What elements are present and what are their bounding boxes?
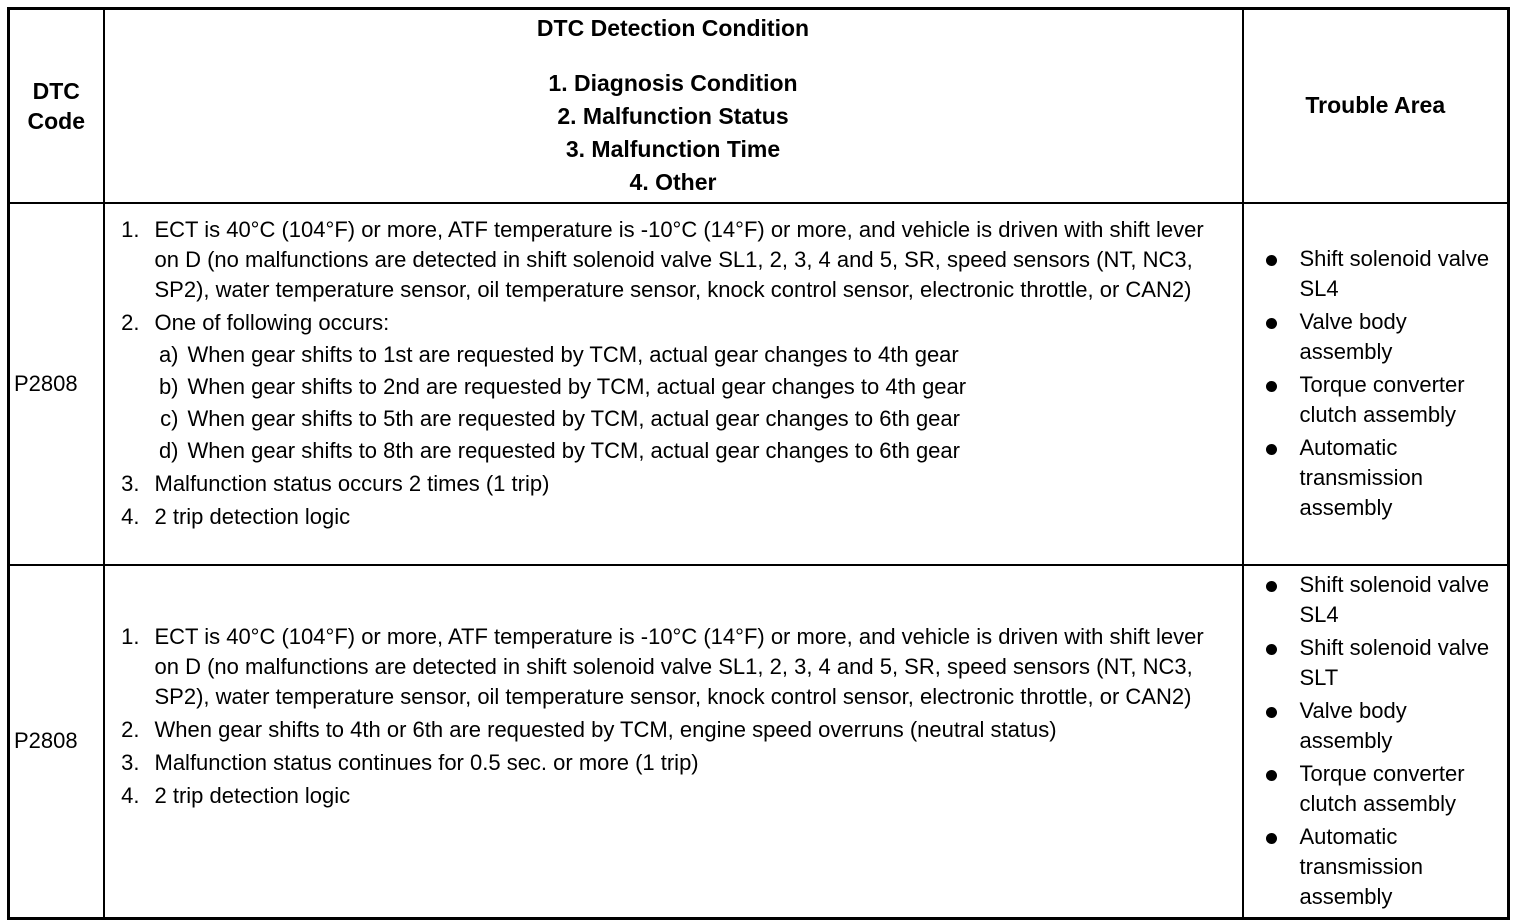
condition-subitem-text: When gear shifts to 5th are requested by TCM, actual gear changes to 6th gear bbox=[187, 405, 960, 431]
condition-item bbox=[105, 781, 1242, 811]
table-row bbox=[9, 203, 1509, 565]
header-trouble-area: Trouble Area bbox=[1243, 9, 1509, 203]
condition-item-number: 2. bbox=[121, 716, 140, 742]
trouble-area-item bbox=[1266, 433, 1508, 523]
header-condition-item: 2. Malfunction Status bbox=[557, 103, 789, 130]
condition-item-number: 4. bbox=[121, 503, 140, 529]
trouble-area-item bbox=[1266, 822, 1508, 912]
condition-item-text: 2 trip detection logic bbox=[154, 503, 351, 529]
condition-item-number: 3. bbox=[121, 470, 140, 496]
bullet-icon bbox=[1266, 581, 1277, 592]
condition-item-text: ECT is 40°C (104°F) or more, ATF temperature is -10°C (14°F) or more, and vehicle is driven with shift lever on D (no malfunctions are detected in shift solenoid valve SL1, 2, 3, 4 and 5, SR, speed sensors (NT, NC3, SP2), water temperature sensor, oil temperature sensor, knock control sensor, electronic throttle, or CAN2) bbox=[154, 623, 1204, 709]
condition-item bbox=[105, 748, 1242, 778]
trouble-area-text: Shift solenoid valve SL4 bbox=[1299, 246, 1490, 301]
header-dtc-code bbox=[9, 9, 104, 203]
condition-item-text: ECT is 40°C (104°F) or more, ATF temperature is -10°C (14°F) or more, and vehicle is driven with shift lever on D (no malfunctions are detected in shift solenoid valve SL1, 2, 3, 4 and 5, SR, speed sensors (NT, NC3, SP2), water temperature sensor, oil temperature sensor, knock control sensor, electronic throttle, or CAN2) bbox=[154, 216, 1204, 302]
condition-item-text: Malfunction status continues for 0.5 sec. or more (1 trip) bbox=[154, 749, 699, 775]
condition-item-number: 2. bbox=[121, 309, 140, 335]
bullet-icon bbox=[1266, 770, 1277, 781]
condition-item-text: One of following occurs: bbox=[154, 309, 390, 335]
trouble-area-cell bbox=[1243, 203, 1509, 565]
condition-subitem bbox=[105, 404, 1242, 434]
condition-subitem-letter: a) bbox=[158, 341, 179, 367]
condition-item bbox=[105, 502, 1242, 532]
dtc-code-cell: P2808 bbox=[9, 565, 104, 919]
trouble-area-item bbox=[1266, 633, 1508, 693]
condition-subitem-text: When gear shifts to 8th are requested by TCM, actual gear changes to 6th gear bbox=[187, 437, 960, 463]
bullet-icon bbox=[1266, 444, 1277, 455]
header-dtc-code-line1: DTC bbox=[32, 77, 80, 104]
trouble-area-list bbox=[1244, 244, 1508, 523]
condition-subitem-letter: c) bbox=[160, 405, 179, 431]
condition-cell bbox=[104, 203, 1243, 565]
bullet-icon bbox=[1266, 833, 1277, 844]
trouble-area-text: Torque converter clutch assembly bbox=[1299, 761, 1465, 817]
trouble-area-text: Shift solenoid valve SLT bbox=[1299, 635, 1490, 691]
condition-item-text: 2 trip detection logic bbox=[154, 782, 351, 808]
condition-subitem bbox=[105, 340, 1242, 370]
condition-item-text: Malfunction status occurs 2 times (1 trip) bbox=[154, 470, 550, 496]
trouble-area-item bbox=[1266, 759, 1508, 819]
bullet-icon bbox=[1266, 707, 1277, 718]
condition-item bbox=[105, 215, 1242, 305]
header-condition-title: DTC Detection Condition bbox=[536, 15, 810, 42]
bullet-icon bbox=[1266, 644, 1277, 655]
trouble-area-item bbox=[1266, 570, 1508, 630]
trouble-area-item bbox=[1266, 696, 1508, 756]
condition-item-number: 4. bbox=[121, 782, 140, 808]
header-detection-condition bbox=[104, 9, 1243, 203]
header-dtc-code-line2: Code bbox=[27, 107, 85, 134]
trouble-area-item bbox=[1266, 370, 1508, 430]
dtc-table bbox=[7, 7, 1510, 920]
bullet-icon bbox=[1266, 318, 1277, 329]
trouble-area-item bbox=[1266, 244, 1508, 304]
bullet-icon bbox=[1266, 381, 1277, 392]
condition-subitem bbox=[105, 436, 1242, 466]
dtc-code-cell: P2808 bbox=[9, 203, 104, 565]
trouble-area-item bbox=[1266, 307, 1508, 367]
condition-item-number: 1. bbox=[121, 623, 140, 649]
trouble-area-text: Valve body assembly bbox=[1299, 309, 1407, 364]
condition-subitem-text: When gear shifts to 1st are requested by TCM, actual gear changes to 4th gear bbox=[187, 341, 959, 367]
bullet-icon bbox=[1266, 255, 1277, 266]
header-condition-item: 3. Malfunction Time bbox=[565, 136, 781, 163]
condition-item bbox=[105, 308, 1242, 466]
condition-subitem-text: When gear shifts to 2nd are requested by TCM, actual gear changes to 4th gear bbox=[187, 373, 967, 399]
trouble-area-text: Automatic transmission assembly bbox=[1299, 435, 1423, 520]
header-row bbox=[9, 9, 1509, 203]
condition-item bbox=[105, 622, 1242, 712]
condition-cell bbox=[104, 565, 1243, 919]
condition-item bbox=[105, 469, 1242, 499]
condition-subitem-letter: b) bbox=[158, 373, 179, 399]
condition-item-number: 1. bbox=[121, 216, 140, 242]
condition-item bbox=[105, 715, 1242, 745]
condition-subitem-letter: d) bbox=[158, 437, 179, 463]
condition-item-text: When gear shifts to 4th or 6th are requested by TCM, engine speed overruns (neutral status) bbox=[154, 716, 1057, 742]
trouble-area-list bbox=[1244, 570, 1508, 912]
trouble-area-cell bbox=[1243, 565, 1509, 919]
header-condition-item: 4. Other bbox=[629, 169, 717, 196]
header-condition-item: 1. Diagnosis Condition bbox=[548, 70, 798, 97]
trouble-area-text: Torque converter clutch assembly bbox=[1299, 372, 1465, 427]
table-row bbox=[9, 565, 1509, 919]
trouble-area-text: Automatic transmission assembly bbox=[1299, 824, 1423, 910]
trouble-area-text: Shift solenoid valve SL4 bbox=[1299, 572, 1490, 628]
trouble-area-text: Valve body assembly bbox=[1299, 698, 1407, 754]
condition-subitem bbox=[105, 372, 1242, 402]
condition-item-number: 3. bbox=[121, 749, 140, 775]
